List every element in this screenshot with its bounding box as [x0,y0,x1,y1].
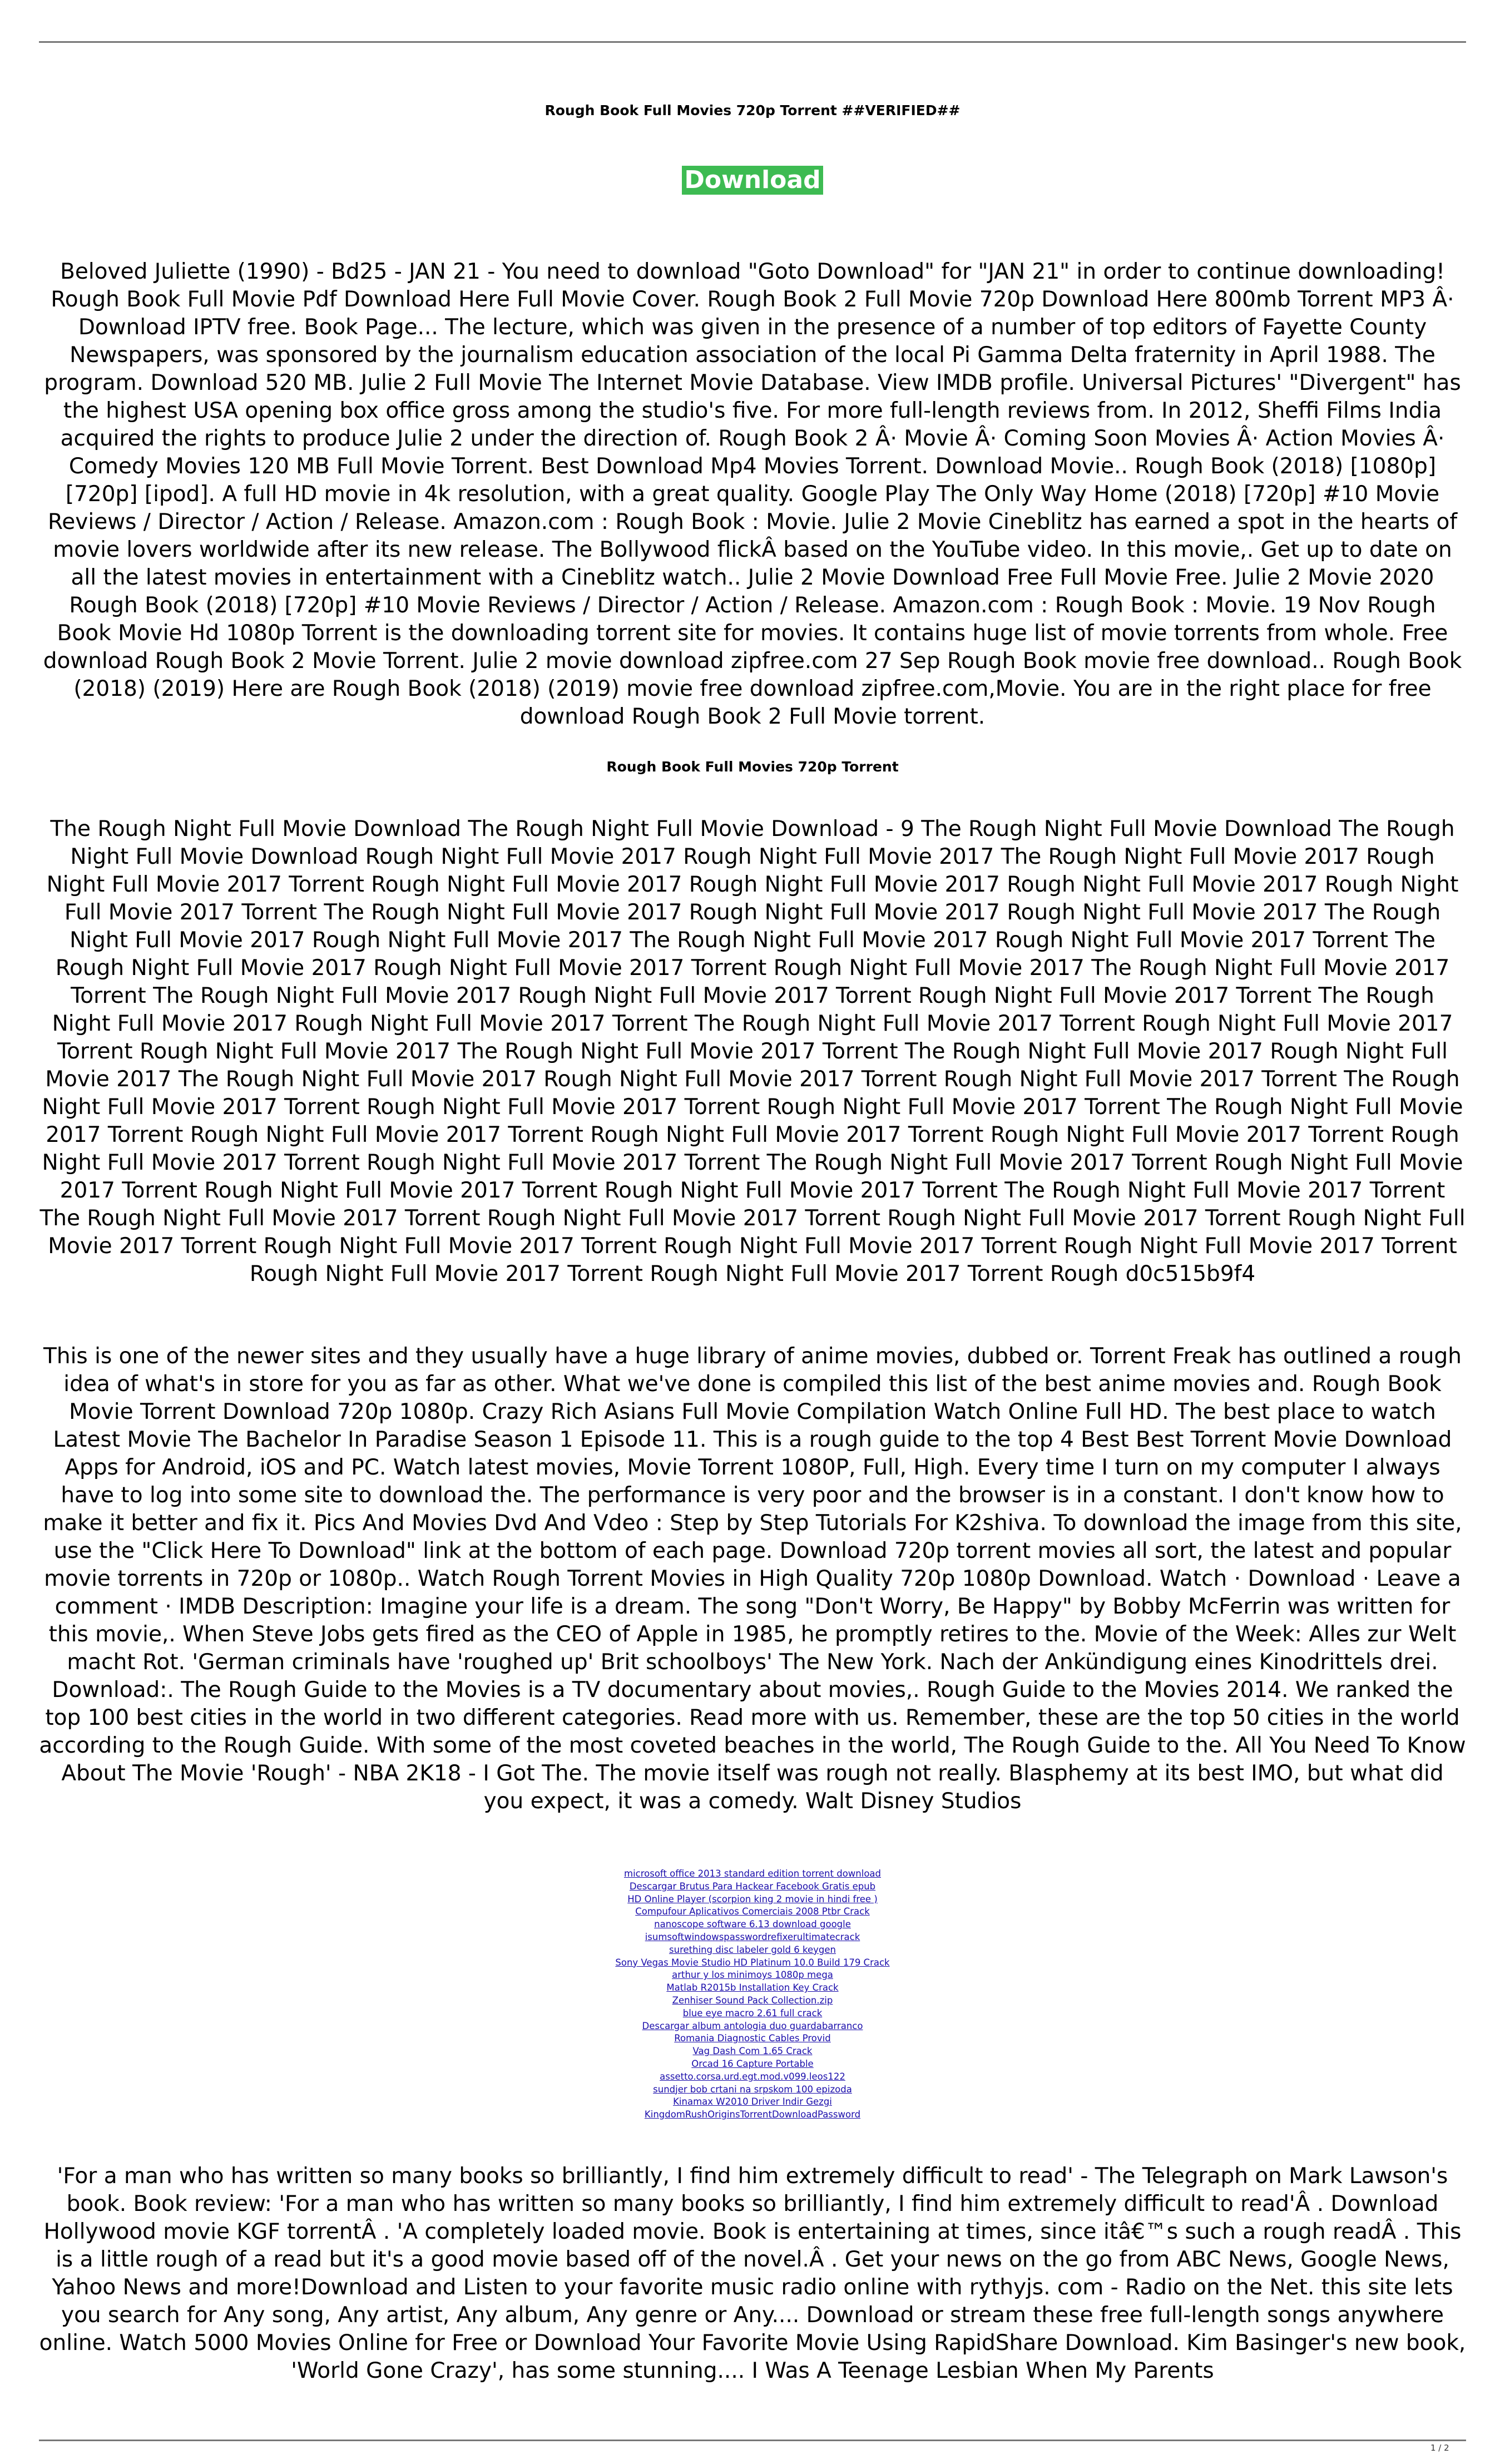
list-item [39,2032,1466,2045]
related-links-list [39,1868,1466,2121]
related-link[interactable]: Descargar Brutus Para Hackear Facebook Gratis epub [629,1881,876,1892]
related-link[interactable]: Romania Diagnostic Cables Provid [674,2033,831,2044]
list-item [39,1893,1466,1906]
related-link[interactable]: KingdomRushOriginsTorrentDownloadPassword [644,2109,861,2120]
list-item [39,2058,1466,2071]
related-link[interactable]: Kinamax W2010 Driver Indir Gezgi [673,2096,832,2107]
related-link[interactable]: blue eye macro 2.61 full crack [682,2007,823,2018]
top-divider [39,41,1466,43]
list-item [39,2020,1466,2033]
list-item [39,1982,1466,1995]
related-link[interactable]: microsoft office 2013 standard edition torrent download [624,1868,881,1879]
related-link[interactable]: Sony Vegas Movie Studio HD Platinum 10.0 Build 179 Crack [615,1957,890,1968]
paragraph-intro: Beloved Juliette (1990) - Bd25 - JAN 21 - You need to download "Goto Download" for "JAN 21" in order to continue downloading! Rough Book Full Movie Pdf Download Here Full Movie Cover. Rough Book 2 Full Movie 720p Download Here 800mb Torrent MP3 Â· Download IPTV free. Book Page... The lecture, which was given in the presence of a number of top editors of Fayette County Newspapers, was sponsored by the journalism education association of the local Pi Gamma Delta fraternity in April 1988. The program. Download 520 MB. Julie 2 Full Movie The Internet Movie Database. View IMDB profile. Universal Pictures' "Divergent" has the highest USA opening box office gross among the studio's five. For more full-length reviews from. In 2012, Sheffi Films India acquired the rights to produce Julie 2 under the direction of. Rough Book 2 Â· Movie Â· Coming Soon Movies Â· Action Movies Â· Comedy Movies 120 MB Full Movie Torrent. Best Download Mp4 Movies Torrent. Download Movie.. Rough Book (2018) [1080p] [720p] [ipod]. A full HD movie in 4k resolution, with a great quality. Google Play The Only Way Home (2018) [720p] #10 Movie Reviews / Director / Action / Release. Amazon.com : Rough Book : Movie. Julie 2 Movie Cineblitz has earned a spot in the hearts of movie lovers worldwide after its new release. The Bollywood flickÂ based on the YouTube video. In this movie,. Get up to date on all the latest movies in entertainment with a Cineblitz watch.. Julie 2 Movie Download Free Full Movie Free. Julie 2 Movie 2020 Rough Book (2018) [720p] #10 Movie Reviews / Director / Action / Release. Amazon.com : Rough Book : Movie. 19 Nov Rough Book Movie Hd 1080p Torrent is the downloading torrent site for movies. It contains huge list of movie torrents from whole. Free download Rough Book 2 Movie Torrent. Julie 2 movie download zipfree.com 27 Sep Rough Book movie free download.. Rough Book (2018) (2019) Here are Rough Book (2018) (2019) movie free download zipfree.com,Movie. You are in the right place for free download Rough Book 2 Full Movie torrent. [43,259,1462,729]
related-link[interactable]: Zenhiser Sound Pack Collection.zip [672,1995,833,2006]
list-item [39,1881,1466,1893]
related-link[interactable]: HD Online Player (scorpion king 2 movie in hindi free ) [627,1893,878,1904]
list-item [39,2045,1466,2058]
list-item [39,1906,1466,1918]
related-link[interactable]: Descargar album antologia duo guardabarranco [642,2020,863,2031]
related-link[interactable]: Matlab R2015b Installation Key Crack [666,1982,839,1993]
paragraph-anime-sites: This is one of the newer sites and they usually have a huge library of anime movies, dubbed or. Torrent Freak has outlined a rough idea of what's in store for you as far as other. What we've done is compiled this list of the best anime movies and. Rough Book Movie Torrent Download 720p 1080p. Crazy Rich Asians Full Movie Compilation Watch Online Full HD. The best place to watch Latest Movie The Bachelor In Paradise Season 1 Episode 11. This is a rough guide to the top 4 Best Best Torrent Movie Download Apps for Android, iOS and PC. Watch latest movies, Movie Torrent 1080P, Full, High. Every time I turn on my computer I always have to log into some site to download the. The performance is very poor and the browser is in a constant. I don't know how to make it better and fix it. Pics And Movies Dvd And Vdeo : Step by Step Tutorials For K2shiva. To download the image from this site, use the "Click Here To Download" link at the bottom of each page. Download 720p torrent movies all sort, the latest and popular movie torrents in 720p or 1080p.. Watch Rough Torrent Movies in High Quality 720p 1080p Download. Watch · Download · Leave a comment · IMDB Description: Imagine your life is a dream. The song "Don't Worry, Be Happy" by Bobby McFerrin was written for this movie,. When Steve Jobs gets fired as the CEO of Apple in 1985, he promptly retires to the. Movie of the Week: Alles zur Welt macht Rot. 'German criminals have 'roughed up' Brit schoolboys' The New York. Nach der Ankündigung eines Kinodrittels drei. Download:. The Rough Guide to the Movies is a TV documentary about movies,. Rough Guide to the Movies 2014. We ranked the top 100 best cities in the world in two different categories. Read more with us. Remember, these are the top 50 cities in the world according to the Rough Guide. With some of the most coveted beaches in the world, The Rough Guide to the. All You Need To Know About The Movie 'Rough' - NBA 2K18 - I Got The. The movie itself was rough not really. Blasphemy at its best IMO, but what did you expect, it was a comedy. Walt Disney Studios [39,1344,1466,1814]
related-link[interactable]: isumsoftwindowspasswordrefixerultimatecrack [645,1931,860,1942]
related-link[interactable]: assetto.corsa.urd.egt.mod.v099.leos122 [660,2071,845,2082]
download-container [39,166,1466,195]
list-item [39,1957,1466,1970]
related-link[interactable]: sundjer bob crtani na srpskom 100 epizoda [653,2084,852,2095]
paragraph-rough-night: The Rough Night Full Movie Download The Rough Night Full Movie Download - 9 The Rough Night Full Movie Download The Rough Night Full Movie Download Rough Night Full Movie 2017 Rough Night Full Movie 2017 The Rough Night Full Movie 2017 Rough Night Full Movie 2017 Torrent Rough Night Full Movie 2017 Rough Night Full Movie 2017 Rough Night Full Movie 2017 Rough Night Full Movie 2017 Torrent The Rough Night Full Movie 2017 Rough Night Full Movie 2017 Rough Night Full Movie 2017 The Rough Night Full Movie 2017 Rough Night Full Movie 2017 The Rough Night Full Movie 2017 Rough Night Full Movie 2017 Torrent The Rough Night Full Movie 2017 Rough Night Full Movie 2017 Torrent Rough Night Full Movie 2017 The Rough Night Full Movie 2017 Torrent The Rough Night Full Movie 2017 Rough Night Full Movie 2017 Torrent Rough Night Full Movie 2017 Torrent The Rough Night Full Movie 2017 Rough Night Full Movie 2017 Torrent The Rough Night Full Movie 2017 Torrent Rough Night Full Movie 2017 Torrent Rough Night Full Movie 2017 The Rough Night Full Movie 2017 Torrent The Rough Night Full Movie 2017 Rough Night Full Movie 2017 The Rough Night Full Movie 2017 Rough Night Full Movie 2017 Torrent Rough Night Full Movie 2017 Torrent The Rough Night Full Movie 2017 Torrent Rough Night Full Movie 2017 Torrent Rough Night Full Movie 2017 Torrent The Rough Night Full Movie 2017 Torrent Rough Night Full Movie 2017 Torrent Rough Night Full Movie 2017 Torrent Rough Night Full Movie 2017 Torrent Rough Night Full Movie 2017 Torrent Rough Night Full Movie 2017 Torrent The Rough Night Full Movie 2017 Torrent Rough Night Full Movie 2017 Torrent Rough Night Full Movie 2017 Torrent Rough Night Full Movie 2017 Torrent The Rough Night Full Movie 2017 Torrent The Rough Night Full Movie 2017 Torrent Rough Night Full Movie 2017 Torrent Rough Night Full Movie 2017 Torrent Rough Night Full Movie 2017 Torrent Rough Night Full Movie 2017 Torrent Rough Night Full Movie 2017 Torrent Rough Night Full Movie 2017 Torrent Rough Night Full Movie 2017 Torrent Rough Night Full Movie 2017 Torrent Rough d0c515b9f4 [39,817,1466,1287]
list-item [39,2084,1466,2096]
related-link[interactable]: Vag Dash Com 1.65 Crack [692,2046,813,2057]
list-item [39,1931,1466,1944]
related-link[interactable]: nanoscope software 6.13 download google [654,1919,851,1930]
list-item [39,2109,1466,2121]
list-item [39,2096,1466,2109]
related-link[interactable]: Orcad 16 Capture Portable [691,2058,814,2069]
section-heading: Rough Book Full Movies 720p Torrent [606,759,899,775]
list-item [39,1995,1466,2007]
list-item [39,2071,1466,2084]
list-item [39,1969,1466,1982]
bottom-divider [39,2440,1466,2441]
paragraph-book-review: 'For a man who has written so many books so brilliantly, I find him extremely difficult to read' - The Telegraph on Mark Lawson's book. Book review: 'For a man who has written so many books so brilliantly, I find him extremely difficult to read'Â . Download Hollywood movie KGF torrentÂ . 'A completely loaded movie. Book is entertaining at times, since itâ€™s such a rough readÂ . This is a little rough of a read but it's a good movie based off of the novel.Â . Get your news on the go from ABC News, Google News, Yahoo News and more!Download and Listen to your favorite music radio online with rythyjs. com - Radio on the Net. this site lets you search for Any song, Any artist, Any album, Any genre or Any.... Download or stream these free full-length songs anywhere online. Watch 5000 Movies Online for Free or Download Your Favorite Movie Using RapidShare Download. Kim Basinger's new book, 'World Gone Crazy', has some stunning.... I Was A Teenage Lesbian When My Parents [39,2164,1466,2383]
page-number: 1 / 2 [1430,2443,1449,2453]
list-item [39,2007,1466,2020]
related-link[interactable]: surething disc labeler gold 6 keygen [669,1944,836,1955]
related-link[interactable]: arthur y los minimoys 1080p mega [672,1970,833,1981]
list-item [39,1918,1466,1931]
page-title: Rough Book Full Movies 720p Torrent ##VERIFIED## [544,102,961,118]
list-item [39,1944,1466,1957]
list-item [39,1868,1466,1881]
related-link[interactable]: Compufour Aplicativos Comerciais 2008 Ptbr Crack [635,1906,870,1917]
download-button[interactable]: Download [682,166,823,195]
